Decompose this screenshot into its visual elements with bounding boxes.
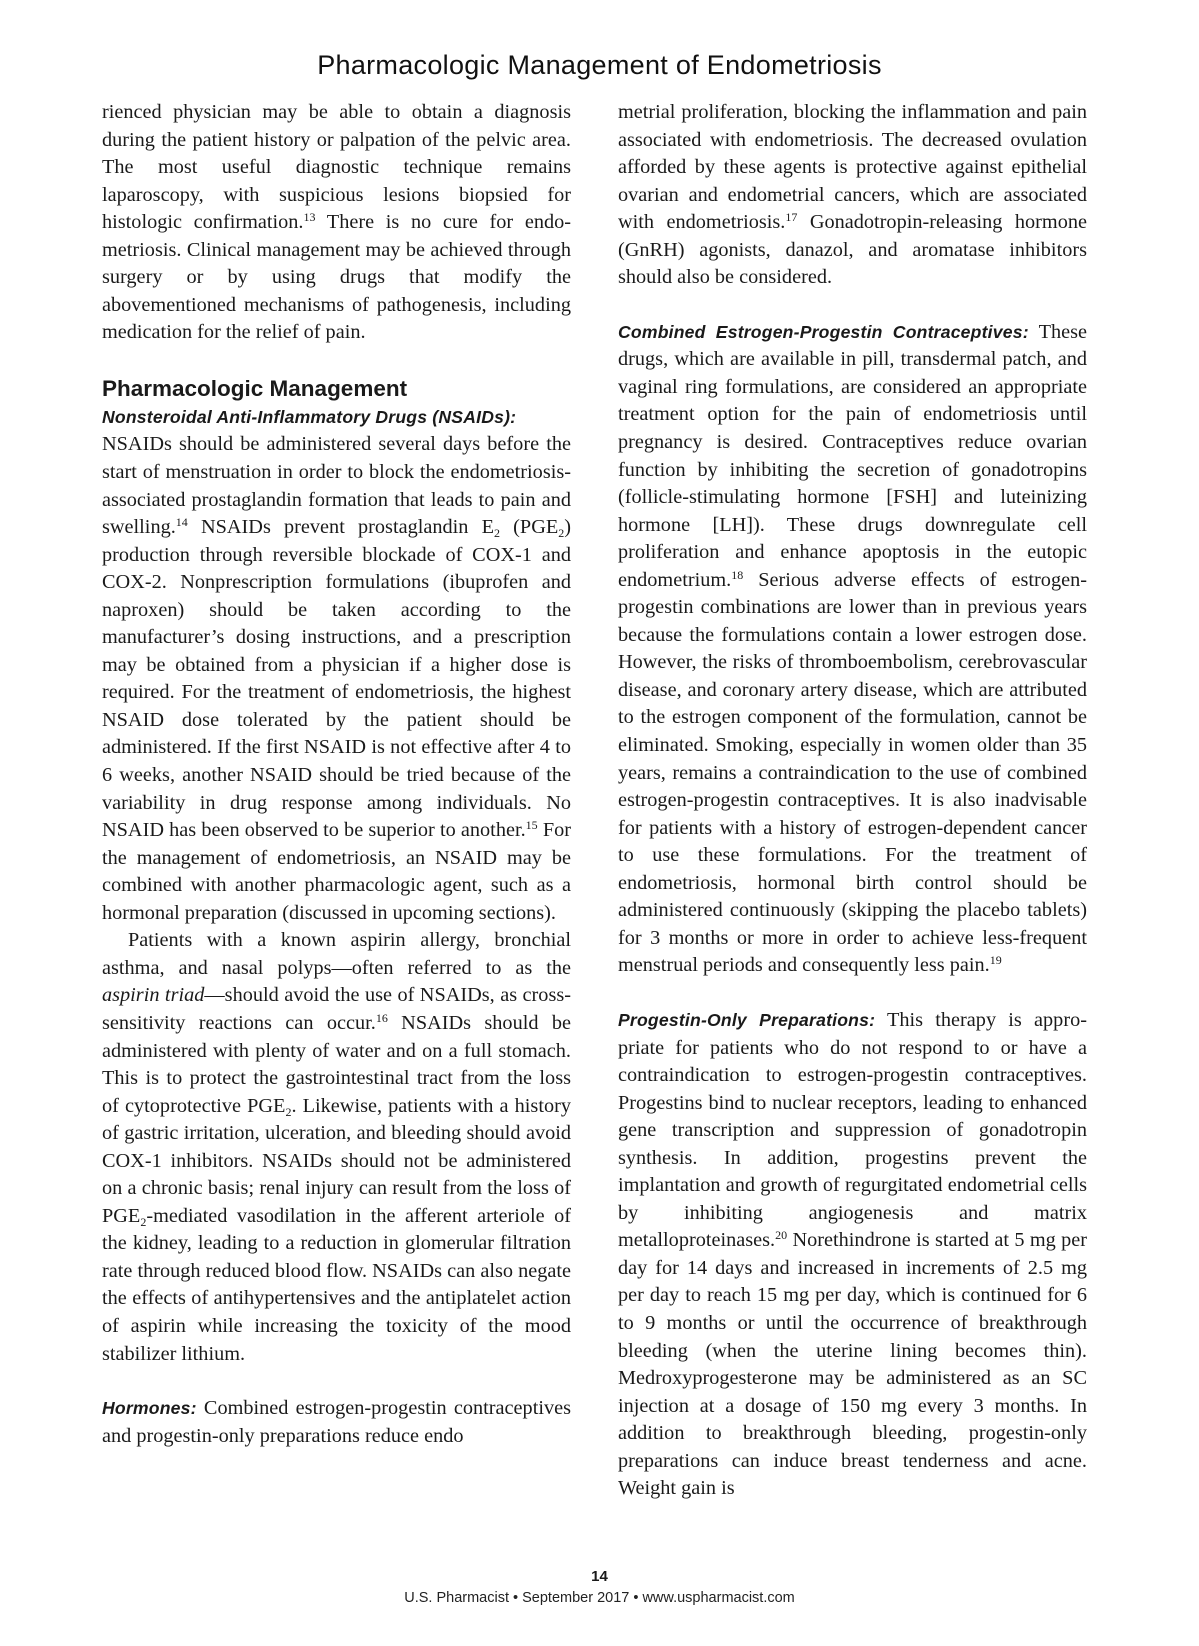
publication-footer: U.S. Pharmacist • September 2017 • www.uspharmacist.com <box>404 1590 795 1606</box>
hormones-paragraph: Hormones: Combined estrogen-progestin contraceptives and progestin-only preparations reduce endo <box>102 1397 571 1447</box>
right-column <box>618 99 1087 1503</box>
left-column <box>102 99 571 1450</box>
section-heading: Pharmacologic Management <box>102 375 408 401</box>
reference-17[interactable]: 17 <box>785 210 798 225</box>
page-number: 14 <box>591 1568 608 1585</box>
hormones-continued-paragraph: metrial proliferation, blocking the inflammation and pain associated with endometriosis. The decreased ovulation afforded by these agents is protective against epithelial ovarian and endometrial cancers, which are associated with endometriosis.$^{17}$ Gonadotropin-releasing hormone (GnRH) agonists, danazol, and aromatase inhibitors should also be considered. <box>618 101 1087 289</box>
nsaids-paragraph-2: Patients with a known aspirin allergy, bronchial asthma, and nasal polyps—often referred to as the aspirin triad—should avoid the use of NSAIDs, as cross-sensitivity reactions can occur.$^{16}$ NSAIDs should be administered with plenty of water and on a full stomach. This is to protect the gastrointestinal tract from the loss of cytoprotective $PGE_2$. Likewise, patients with a history of gastric irritation, ulceration, and bleeding should avoid COX-1 inhibitors. NSAIDs should not be administered on a chronic basis; renal injury can result from the loss of $PGE_2$-mediated vasodilation in the afferent arteriole of the kidney, leading to a reduction in glomerular filtration rate through reduced blood flow. NSAIDs can also negate the effects of antihypertensives and the antiplatelet action of aspirin while increasing the toxicity of the mood stabilizer lithium. <box>102 929 571 1365</box>
reference-18[interactable]: 18 <box>731 567 744 582</box>
hormones-heading: Hormones: <box>102 1398 197 1419</box>
reference-16[interactable]: 16 <box>375 1010 388 1025</box>
nsaids-heading: Nonsteroidal Anti-Inflammatory Drugs (NSAIDs): <box>102 406 517 427</box>
reference-13[interactable]: 13 <box>303 210 316 225</box>
running-title: Pharmacologic Management of Endometriosis <box>317 50 882 80</box>
progestin-only-heading: Progestin-Only Preparations: <box>618 1009 876 1030</box>
combined-contraceptives-heading: Combined Estrogen-Progestin Contraceptives: <box>618 321 1029 342</box>
progestin-only-paragraph: Progestin-Only Preparations: This therapy is appropriate for patients who do not respond to or have a contraindication to estrogen-progestin contraceptives. Progestins bind to nuclear receptors, leading to enhanced gene transcription and suppression of gonadotropin synthesis. In addition, progestins prevent the implantation and growth of regurgitated endometrial cells by inhibiting angiogenesis and matrix metalloproteinases.$^{20}$ Norethindrone is started at 5 mg per day for 14 days and increased in increments of 2.5 mg per day to reach 15 mg per day, which is continued for 6 to 9 months or until the occurrence of breakthrough bleeding (when the uterine lining becomes thin). Medroxyprogesterone may be administered as an SC injection at a dosage of 150 mg every 3 months. In addition to breakthrough bleeding, progestin-only preparations can induce breast tenderness and acne. Weight gain is <box>618 1008 1087 1500</box>
reference-15[interactable]: 15 <box>525 818 538 833</box>
reference-20[interactable]: 20 <box>775 1228 788 1243</box>
reference-14[interactable]: 14 <box>175 515 188 530</box>
intro-paragraph: rienced physician may be able to obtain a diagnosis during the patient history or palpation of the pelvic area. The most useful diagnostic technique remains laparoscopy, with suspicious lesions biopsied for histologic confirmation.$^{13}$ There is no cure for endometriosis. Clinical management may be achieved through surgery or by using drugs that modify the abovementioned mechanisms of pathogenesis, including medication for the relief of pain. <box>102 101 572 344</box>
reference-19[interactable]: 19 <box>989 953 1002 968</box>
nsaids-paragraph-1: NSAIDs should be administered several days before the start of menstruation in order to block the endometriosis-associated prostaglandin formation that leads to pain and swelling.$^{14}$ NSAIDs prevent prostaglandin $E_2$ $(PGE_2)$ production through reversible blockade of COX-1 and COX-2. Nonprescription formulations (ibuprofen and naproxen) should be taken according to the manufacturer’s dosing instructions, and a prescription may be obtained from a physician if a higher dose is required. For the treatment of endometriosis, the highest NSAID dose tolerated by the patient should be administered. If the first NSAID is not effective after 4 to 6 weeks, another NSAID should be tried because of the variability in drug response among individuals. No NSAID has been observed to be superior to another.$^{15}$ For the management of endometriosis, an NSAID may be combined with another pharmacologic agent, such as a hormonal preparation (discussed in upcoming sections). <box>102 433 572 924</box>
combined-contraceptives-paragraph: Combined Estrogen-Progestin Contraceptives: These drugs, which are available in pill, transdermal patch, and vaginal ring formulations, are considered an appropriate treatment option for the pain of endometriosis until pregnancy is desired. Contraceptives reduce ovarian function by inhibiting the secretion of gonadotropins (follicle-stimulating hormone [FSH] and luteinizing hormone [LH]). These drugs downregulate cell proliferation and enhance apoptosis in the eutopic endometrium.$^{18}$ Serious adverse effects of estrogen-progestin combinations are lower than in previous years because the formulations contain a lower estrogen dose. However, the risks of thromboembolism, cerebrovascular disease, and coronary artery disease, which are attributed to the estrogen component of the formulation, cannot be eliminated. Smoking, especially in women older than 35 years, remains a contraindication to the use of combined estrogen-progestin contraceptives. It is also inadvisable for patients with a history of estrogen-dependent cancer to use these formulations. For the treatment of endometriosis, hormonal birth control should be administered continuously (skipping the placebo tablets) for 3 months or more in order to achieve less-frequent menstrual periods and consequently less pain.$^{19}$ <box>618 320 1087 977</box>
